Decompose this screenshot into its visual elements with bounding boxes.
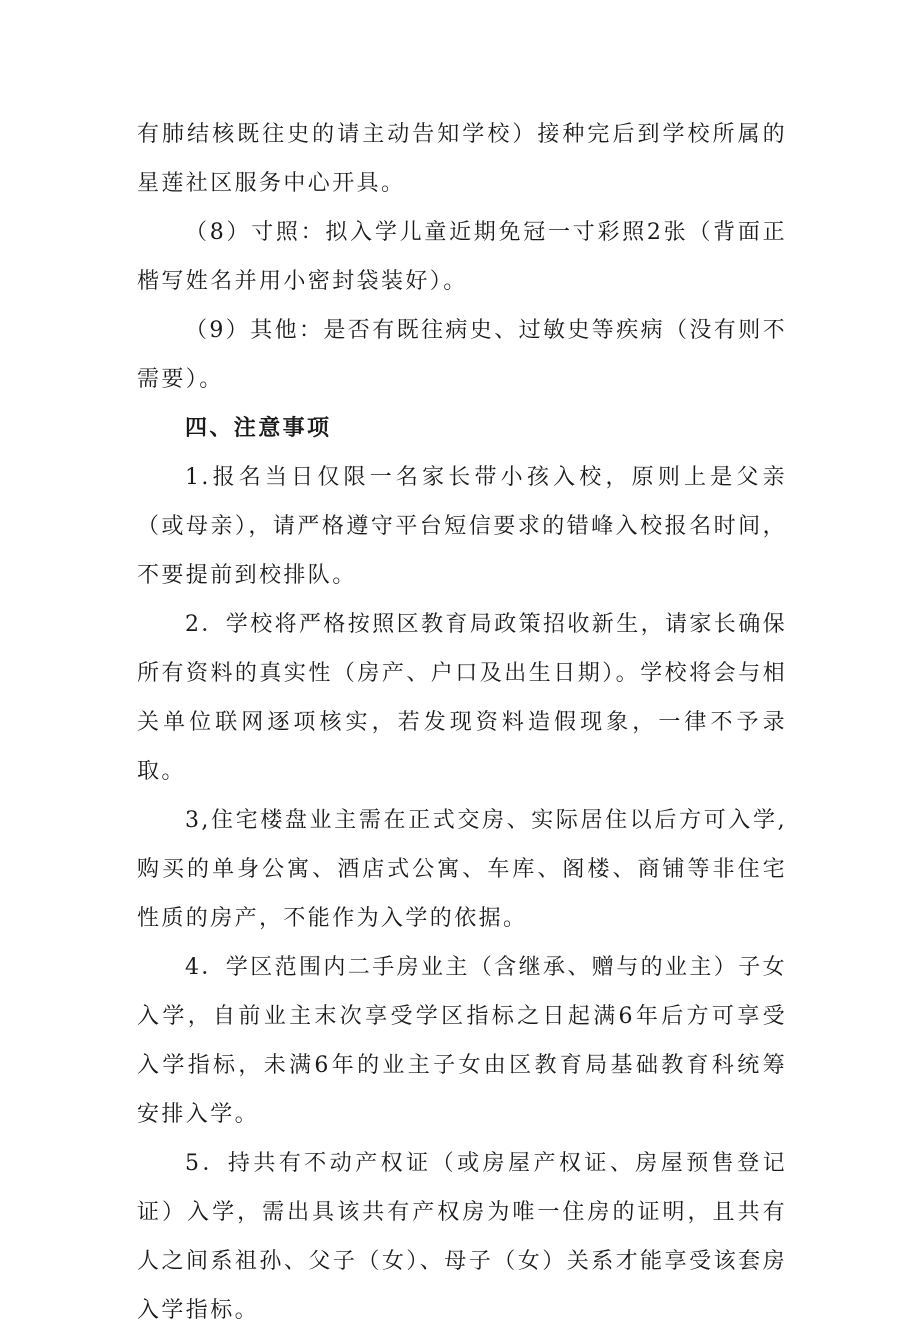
note-item-4: 4．学区范围内二手房业主（含继承、赠与的业主）子女入学，自前业主末次享受学区指标之日起满6年后方可享受入学指标，未满6年的业主子女由区教育局基础教育科统筹安排入学。	[137, 955, 787, 1127]
paragraph-item-8-photo: （8）寸照：拟入学儿童近期免冠一寸彩照2张（背面正楷写姓名并用小密封袋装好）。	[137, 220, 787, 294]
section-heading-notes: 四、注意事项	[185, 416, 332, 441]
note-item-1: 1.报名当日仅限一名家长带小孩入校，原则上是父亲（或母亲），请严格遵守平台短信要求的错峰入校报名时间，不要提前到校排队。	[137, 465, 787, 588]
document-body	[137, 110, 787, 1335]
paragraph-item-9-other: （9）其他：是否有既往病史、过敏史等疾病（没有则不需要）。	[137, 318, 787, 392]
note-item-3: 3,住宅楼盘业主需在正式交房、实际居住以后方可入学,购买的单身公寓、酒店式公寓、车库、阁楼、商铺等非住宅性质的房产，不能作为入学的依据。	[137, 808, 787, 931]
note-item-5: 5．持共有不动产权证（或房屋产权证、房屋预售登记证）入学，需出具该共有产权房为唯一住房的证明，且共有人之间系祖孙、父子（女）、母子（女）关系才能享受该套房入学指标。	[137, 1151, 787, 1323]
note-item-2: 2．学校将严格按照区教育局政策招收新生，请家长确保所有资料的真实性（房产、户口及出生日期）。学校将会与相关单位联网逐项核实，若发现资料造假现象，一律不予录取。	[137, 612, 787, 784]
paragraph-continued: 有肺结核既往史的请主动告知学校）接种完后到学校所属的星莲社区服务中心开具。	[137, 122, 787, 196]
